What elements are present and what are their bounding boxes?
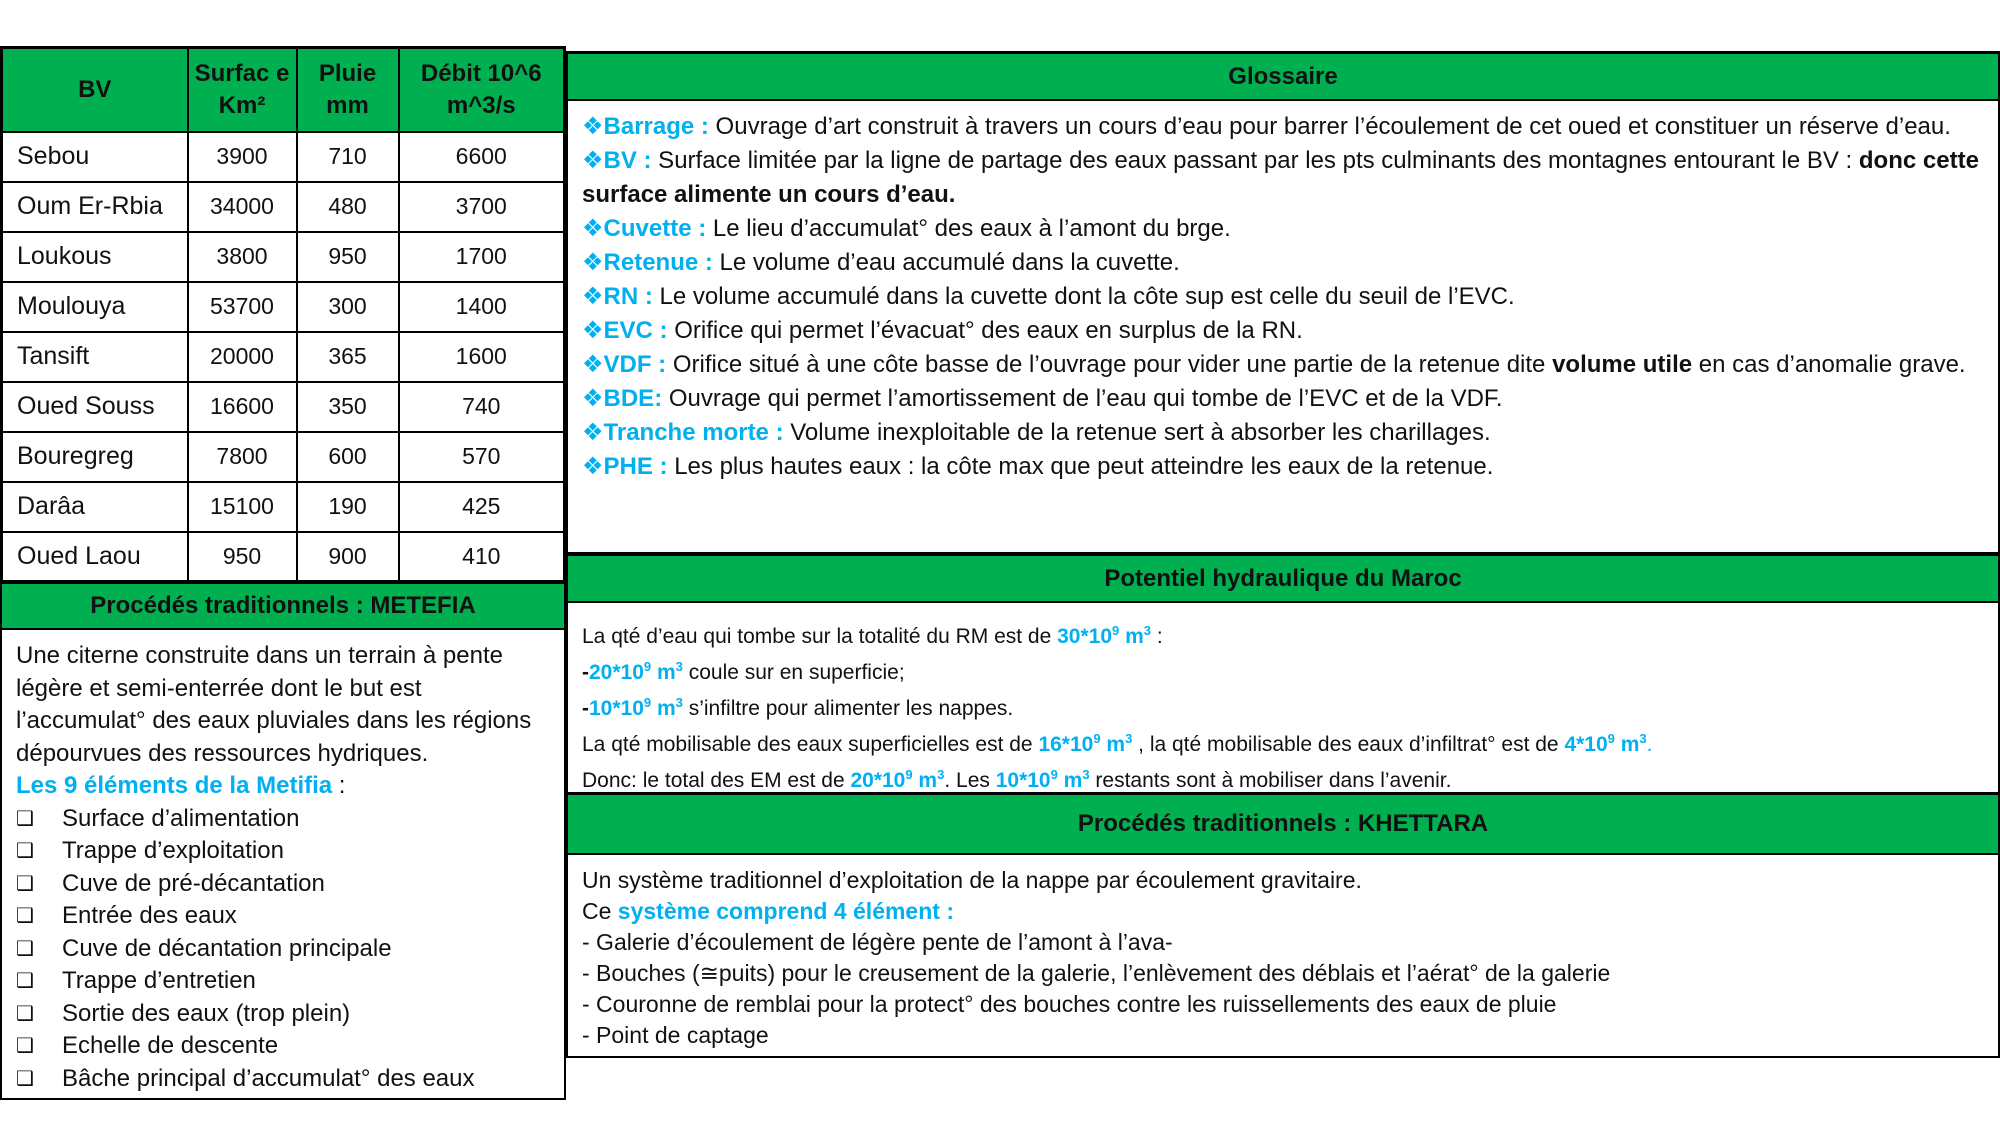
debit-cell: 6600: [399, 132, 565, 182]
glossaire-item: [582, 110, 1984, 144]
definition: Les plus hautes eaux : la côte max que peut atteindre les eaux de la retenue.: [667, 453, 1494, 480]
glossaire-list: [582, 110, 1984, 484]
unit: m: [1057, 769, 1083, 792]
text: La qté d’eau qui tombe sur la totalité du RM est de: [582, 625, 1058, 648]
col-header-debit: Débit 10^6 m^3/s: [399, 48, 565, 132]
term: BDE:: [603, 385, 663, 412]
khettara-item: - Bouches (≅puits) pour le creusement de la galerie, l’enlèvement des déblais et l’aérat° de la galerie: [582, 960, 1611, 986]
khettara-panel: [566, 793, 2000, 1058]
debit-cell: 740: [399, 382, 565, 432]
unit: m: [1100, 733, 1126, 756]
item-label: Entrée des eaux: [62, 902, 237, 929]
definition: Ouvrage d’art construit à travers un cours d’eau pour barrer l’écoulement de cet oued et constituer un réserve d’eau.: [708, 113, 1951, 140]
item-label: Cuve de pré-décantation: [62, 869, 325, 897]
pluie-cell: 350: [297, 382, 399, 432]
surface-cell: 15100: [188, 482, 297, 532]
khettara-subtitle-line: [582, 896, 1984, 927]
exponent: 3: [1082, 767, 1090, 782]
checkbox-icon: ❑: [16, 1035, 34, 1057]
value: 20*10: [589, 661, 644, 684]
text: Donc: le total des EM est de: [582, 769, 851, 792]
definition: Surface limitée par la ligne de partage des eaux passant par les pts culminants des montagnes entourant le BV :: [651, 147, 1859, 174]
text: La qté mobilisable des eaux superficielles est de: [582, 733, 1039, 756]
text: , la qté mobilisable des eaux d’infiltrat° est de: [1132, 733, 1565, 756]
metefia-item: [16, 868, 554, 901]
value: 10*10: [589, 697, 644, 720]
text: Ce: [582, 898, 618, 924]
bv-name-cell: Sebou: [2, 132, 188, 182]
term: Barrage :: [603, 113, 709, 140]
exponent: 9: [905, 767, 913, 782]
col-header-pluie: Pluie mm: [297, 48, 399, 132]
col-header-bv: BV: [2, 48, 188, 132]
surface-cell: 3900: [188, 132, 297, 182]
potentiel-line: [582, 724, 1984, 760]
exponent: 3: [675, 659, 683, 674]
diamond-bullet-icon: ❖: [582, 147, 604, 174]
quantity: [850, 769, 944, 792]
debit-cell: 1700: [399, 232, 565, 282]
value: 10*10: [995, 769, 1051, 792]
term: Retenue :: [603, 249, 713, 276]
metefia-item: [16, 803, 554, 836]
term: RN :: [603, 283, 653, 310]
potentiel-line: [582, 688, 1984, 724]
khettara-list: [582, 927, 1984, 1051]
potentiel-line: [582, 616, 1984, 652]
quantity: [589, 697, 683, 720]
glossaire-title: Glossaire: [566, 52, 2000, 101]
potentiel-title: Potentiel hydraulique du Maroc: [566, 554, 2000, 603]
checkbox-icon: ❑: [16, 905, 34, 927]
value: 20*10: [850, 769, 906, 792]
text: s’infiltre pour alimenter les nappes.: [682, 697, 1014, 720]
glossaire-item: [582, 314, 1984, 348]
khettara-subtitle: système comprend 4 élément :: [617, 898, 954, 924]
term: Cuvette :: [603, 215, 707, 242]
value: 16*10: [1038, 733, 1094, 756]
exponent: 9: [1607, 731, 1615, 746]
surface-cell: 16600: [188, 382, 297, 432]
khettara-item: - Couronne de remblai pour la protect° des bouches contre les ruissellements des eaux de pluie: [582, 991, 1557, 1017]
definition: Volume inexploitable de la retenue sert à absorber les charillages.: [783, 419, 1491, 446]
term: VDF :: [603, 351, 667, 378]
exponent: 9: [643, 695, 652, 710]
definition: Orifice qui permet l’évacuat° des eaux en surplus de la RN.: [667, 317, 1303, 344]
exponent: 3: [1125, 731, 1133, 746]
quantity: [1038, 733, 1132, 756]
col-header-surface: Surfac e Km²: [188, 48, 297, 132]
surface-cell: 20000: [188, 332, 297, 382]
debit-cell: 570: [399, 432, 565, 482]
diamond-bullet-icon: ❖: [582, 249, 604, 276]
definition: Le volume d’eau accumulé dans la cuvette.: [712, 249, 1180, 276]
khettara-item: - Galerie d’écoulement de légère pente de l’amont à l’ava-: [582, 929, 1173, 955]
glossaire-item: [582, 450, 1984, 484]
definition: Orifice situé à une côte basse de l’ouvrage pour vider une partie de la retenue dite: [666, 351, 1553, 378]
item-label: Trappe d’entretien: [62, 967, 256, 994]
surface-cell: 34000: [188, 182, 297, 232]
glossaire-item: [582, 144, 1984, 212]
metefia-item: [16, 900, 554, 933]
bassins-table: [0, 46, 566, 583]
term: BV :: [603, 147, 652, 174]
text: -: [582, 661, 589, 684]
surface-cell: 53700: [188, 282, 297, 332]
khettara-title: Procédés traditionnels : KHETTARA: [566, 793, 2000, 855]
pluie-cell: 365: [297, 332, 399, 382]
checkbox-icon: ❑: [16, 1067, 34, 1090]
table-row: [2, 282, 565, 332]
potentiel-body: [582, 616, 1984, 796]
table-row: [2, 532, 565, 582]
unit: m: [651, 697, 676, 720]
checkbox-icon: ❑: [16, 937, 34, 960]
debit-cell: 1600: [399, 332, 565, 382]
checkbox-icon: ❑: [16, 872, 34, 895]
bv-name-cell: Moulouya: [2, 282, 188, 332]
khettara-intro: Un système traditionnel d’exploitation de la nappe par écoulement gravitaire.: [582, 867, 1362, 893]
diamond-bullet-icon: ❖: [582, 385, 604, 412]
definition-end: en cas d’anomalie grave.: [1692, 351, 1966, 378]
metefia-item: [16, 933, 554, 966]
bv-name-cell: Loukous: [2, 232, 188, 282]
metefia-item: [16, 998, 554, 1031]
text: :: [1151, 625, 1163, 648]
exponent: 9: [643, 659, 652, 674]
text: coule sur en superficie;: [682, 661, 905, 684]
exponent: 3: [675, 695, 683, 710]
exponent: 9: [1093, 731, 1101, 746]
exponent: 9: [1050, 767, 1058, 782]
debit-cell: 410: [399, 532, 565, 582]
diamond-bullet-icon: ❖: [582, 283, 604, 310]
value: 4*10: [1564, 733, 1608, 756]
unit: m: [912, 769, 938, 792]
table-row: [2, 432, 565, 482]
quantity: [996, 769, 1090, 792]
surface-cell: 3800: [188, 232, 297, 282]
glossaire-item: [582, 280, 1984, 314]
exponent: 3: [1639, 731, 1647, 746]
term: Tranche morte :: [603, 419, 784, 446]
unit: m: [651, 661, 676, 684]
text: . Les: [944, 769, 996, 792]
bv-name-cell: Oued Souss: [2, 382, 188, 432]
emphasis: volume utile: [1552, 351, 1693, 378]
pluie-cell: 480: [297, 182, 399, 232]
term: PHE :: [603, 453, 668, 480]
checkbox-icon: ❑: [16, 840, 34, 862]
item-label: Surface d’alimentation: [62, 804, 300, 832]
checkbox-icon: ❑: [16, 807, 34, 830]
definition: Le volume accumulé dans la cuvette dont la côte sup est celle du seuil de l’EVC.: [652, 283, 1515, 310]
text: .: [1646, 733, 1653, 756]
item-label: Cuve de décantation principale: [62, 934, 392, 962]
glossaire-item: [582, 416, 1984, 450]
pluie-cell: 600: [297, 432, 399, 482]
bv-name-cell: Tansift: [2, 332, 188, 382]
diamond-bullet-icon: ❖: [582, 215, 604, 242]
khettara-item: - Point de captage: [582, 1022, 769, 1048]
table-row: [2, 182, 565, 232]
metefia-item: [16, 835, 554, 868]
glossaire-item: [582, 382, 1984, 416]
emphasis: donc cette surface alimente un cours d’eau.: [582, 147, 1979, 208]
checkbox-icon: ❑: [16, 1002, 34, 1025]
diamond-bullet-icon: ❖: [582, 317, 604, 344]
metefia-item: [16, 1063, 554, 1096]
diamond-bullet-icon: ❖: [582, 453, 604, 480]
quantity: [1564, 733, 1646, 756]
bv-name-cell: Oued Laou: [2, 532, 188, 582]
diamond-bullet-icon: ❖: [582, 419, 604, 446]
debit-cell: 1400: [399, 282, 565, 332]
diamond-bullet-icon: ❖: [582, 351, 604, 378]
metefia-subtitle-line: [16, 770, 554, 803]
item-label: Echelle de descente: [62, 1032, 279, 1059]
table-row: [2, 232, 565, 282]
exponent: 3: [937, 767, 945, 782]
pluie-cell: 900: [297, 532, 399, 582]
bv-name-cell: Oum Er-Rbia: [2, 182, 188, 232]
pluie-cell: 300: [297, 282, 399, 332]
table-row: [2, 332, 565, 382]
metefia-item: [16, 965, 554, 998]
text: -: [582, 697, 589, 720]
bv-name-cell: Darâa: [2, 482, 188, 532]
potentiel-panel: [566, 554, 2000, 794]
metefia-panel: [0, 582, 566, 1100]
debit-cell: 425: [399, 482, 565, 532]
text: restants sont à mobiliser dans l’avenir.: [1089, 769, 1452, 792]
table-header-row: [2, 48, 565, 132]
glossaire-panel: [566, 51, 2000, 554]
glossaire-item: [582, 246, 1984, 280]
bv-name-cell: Bouregreg: [2, 432, 188, 482]
definition: Ouvrage qui permet l’amortissement de l’eau qui tombe de l’EVC et de la VDF.: [662, 385, 1503, 412]
metefia-intro: Une citerne construite dans un terrain à pente légère et semi-enterrée dont le but est l’accumulat° des eaux pluviales dans les régions dépourvues des ressources hydriques.: [16, 642, 532, 767]
table-row: [2, 132, 565, 182]
potentiel-line: [582, 760, 1984, 796]
item-label: Bâche principal d’accumulat° des eaux: [62, 1064, 475, 1092]
unit: m: [1119, 625, 1144, 648]
metefia-list: [16, 803, 554, 1096]
debit-cell: 3700: [399, 182, 565, 232]
definition: Le lieu d’accumulat° des eaux à l’amont du brge.: [706, 215, 1231, 242]
colon: :: [332, 772, 346, 799]
pluie-cell: 950: [297, 232, 399, 282]
pluie-cell: 710: [297, 132, 399, 182]
term: EVC :: [603, 317, 668, 344]
quantity: [589, 661, 683, 684]
item-label: Sortie des eaux (trop plein): [62, 999, 351, 1027]
metefia-title: Procédés traditionnels : METEFIA: [0, 582, 566, 630]
value: 30*10: [1057, 625, 1113, 648]
quantity: [1057, 625, 1151, 648]
metefia-subtitle: Les 9 éléments de la Metifia: [16, 772, 333, 799]
unit: m: [1614, 733, 1640, 756]
exponent: 9: [1112, 623, 1120, 638]
item-label: Trappe d’exploitation: [62, 837, 284, 864]
surface-cell: 7800: [188, 432, 297, 482]
potentiel-line: [582, 652, 1984, 688]
glossaire-item: [582, 348, 1984, 382]
diamond-bullet-icon: ❖: [582, 113, 604, 140]
table-row: [2, 382, 565, 432]
table-row: [2, 482, 565, 532]
surface-cell: 950: [188, 532, 297, 582]
checkbox-icon: ❑: [16, 970, 34, 992]
glossaire-item: [582, 212, 1984, 246]
exponent: 3: [1143, 623, 1151, 638]
pluie-cell: 190: [297, 482, 399, 532]
metefia-item: [16, 1030, 554, 1063]
